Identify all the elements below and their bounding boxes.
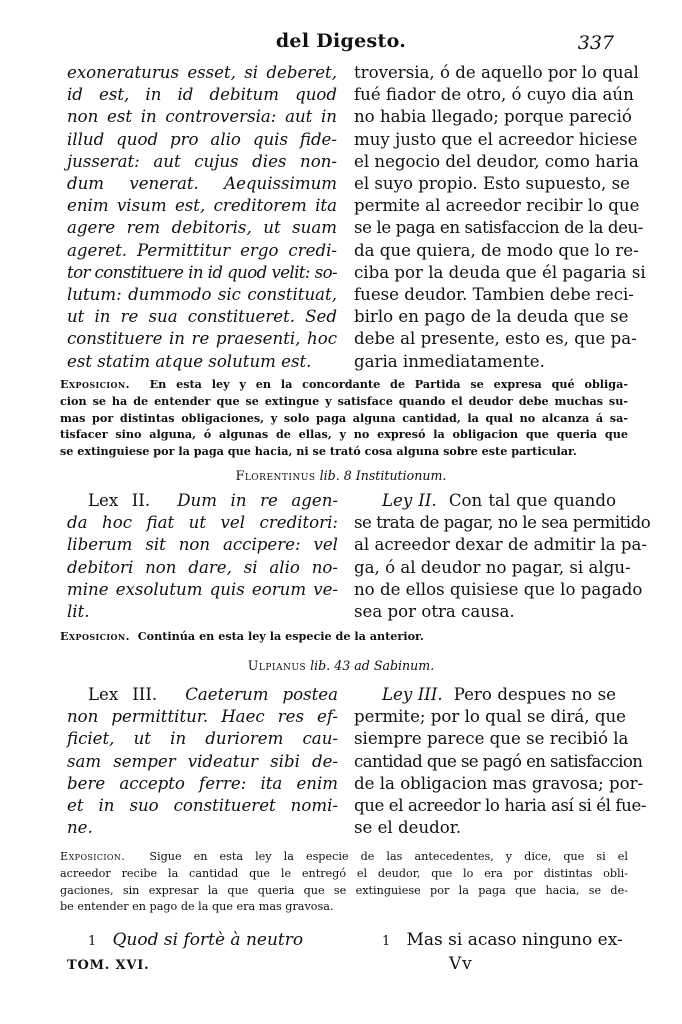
latin-line: ficiet, ut in duriorem cau- [67,729,338,749]
spanish-line: siempre parece que se recibió la [354,729,629,749]
attribution-author: Florentinus [235,468,316,483]
latin-column-lex2 [67,490,338,623]
attribution-author: Ulpianus [247,658,307,673]
latin-line: lutum: dummodo sic constituat, [67,285,337,305]
latin-line: dum venerat. Aequissimum [67,174,337,194]
exposicion-line [60,849,628,866]
latin-line: mine exsolutum quis eorum ve- [67,579,338,599]
latin-text: Quod si fortè à neutro [112,930,304,950]
exposicion-2 [60,628,628,645]
spanish-line: sea por otra causa. [354,602,515,622]
exposicion-text: Sigue en esta ley la especie de las antecedentes, y dice, que si el [149,850,628,863]
exposicion-line: mas por distintas obligaciones, y solo paga alguna cantidad, la qual no alcanza á sa- [60,410,628,425]
attribution-florentinus [0,468,682,483]
exposicion-label: Exposicion. [60,377,130,391]
latin-line: liberum sit non accipere: vel [67,535,338,555]
exposicion-line: tisfacer sino alguna, ó algunas de ellas, y no expresó la obligacion que queria que [60,427,628,442]
running-title: del Digesto. [275,30,407,52]
latin-next-paragraph [88,929,338,953]
latin-line [88,490,338,512]
spanish-line: ga, ó al deudor no pagar, si algu- [354,557,631,577]
latin-line: id est, in id debitum quod [67,85,337,105]
exposicion-1 [60,376,628,460]
spanish-column-section1 [354,62,646,373]
spanish-line: da que quiera, de modo que lo re- [354,240,639,260]
spanish-text: Pero despues no se [453,685,616,704]
page-header [0,30,682,58]
latin-line [88,684,338,706]
latin-line: sam semper videatur sibi de- [67,751,338,771]
exposicion-line: cion se ha de entender que se extingue y satisface quando el deudor debe muchas su- [60,393,628,408]
latin-line: agere rem debitoris, ut suam [67,218,337,238]
spanish-line [382,929,622,953]
lex-heading: Lex III. [88,685,158,704]
latin-line: lit. [67,602,90,622]
spanish-line: fué fiador de otro, ó cuyo dia aún [354,85,634,105]
exposicion-line: gaciones, sin expresar la que queria que se extinguiese por la paga que hacia, se de- [60,883,628,897]
spanish-line: al acreedor dexar de admitir la pa- [354,535,648,555]
attribution-ref: lib. 43 ad Sabinum. [310,658,435,673]
spanish-line: debe al presente, esto es, que pa- [354,329,637,349]
latin-line: ageret. Permittitur ergo credi- [67,240,337,260]
spanish-line: permite; por lo qual se dirá, que [354,707,626,727]
paragraph-number: 1 [382,934,391,949]
attribution-ref: lib. 8 Institutionum. [319,468,447,483]
spanish-line: cantidad que se pagó en satisfaccion [354,751,643,771]
latin-text: Dum in re agen- [177,491,338,510]
spanish-column-ley3 [354,684,647,839]
spanish-line: troversia, ó de aquello por lo qual [354,63,639,82]
spanish-text: Con tal que quando [448,491,616,510]
exposicion-text: En esta ley y en la concordante de Partida se expresa qué obliga- [149,377,628,391]
exposicion-line: be entender en pago de la que era mas gravosa. [60,900,334,914]
latin-line: est statim atque solutum est. [67,351,312,371]
spanish-line [382,684,616,706]
spanish-line: birlo en pago de la deuda que se [354,307,629,327]
ley-heading: Ley II. [382,491,437,510]
volume-mark: TOM. XVI. [67,958,150,973]
spanish-line: fuese deudor. Tambien debe reci- [354,285,634,305]
signature-mark: Vv [449,954,473,974]
lex-heading: Lex II. [88,491,151,510]
ley-heading: Ley III. [382,685,443,704]
latin-line: bere accepto ferre: ita enim [67,773,338,793]
exposicion-line: acreedor recibe la cantidad que le entregó el deudor, que lo era por distintas obli- [60,866,628,880]
paragraph-number: 1 [88,934,97,949]
spanish-text: Mas si acaso ninguno ex- [406,930,623,950]
exposicion-3 [60,849,628,916]
spanish-line: el suyo propio. Esto supuesto, se [354,174,630,194]
spanish-line: no habia llegado; porque pareció [354,107,632,127]
latin-line: exoneraturus esset, si deberet, [67,63,337,82]
latin-line: da hoc fiat ut vel creditori: [67,513,338,533]
spanish-line: ciba por la deuda que él pagaria si [354,262,646,282]
spanish-line: no de ellos quisiese que lo pagado [354,579,643,599]
spanish-line [382,490,616,512]
spanish-line: el negocio del deudor, como haria [354,151,639,171]
latin-line: ne. [67,818,93,838]
spanish-line: se trata de pagar, no le sea permitido [354,513,651,533]
spanish-line: se le paga en satisfaccion de la deu- [354,218,644,238]
latin-line: constituere in re praesenti, hoc [67,329,337,349]
spanish-line: de la obligacion mas gravosa; por- [354,773,644,793]
latin-line: illud quod pro alio quis fide- [67,129,337,149]
spanish-line: garia inmediatamente. [354,351,545,371]
latin-column-lex3 [67,684,338,839]
exposicion-text: Continúa en esta ley la especie de la anterior. [137,629,424,643]
latin-line [88,929,338,953]
attribution-ulpianus [0,658,682,673]
latin-line: debitori non dare, si alio no- [67,557,338,577]
latin-line: et in suo constitueret nomi- [67,796,338,816]
latin-line: enim visum est, creditorem ita [67,196,337,216]
latin-column-section1 [67,62,337,373]
spanish-line: muy justo que el acreedor hiciese [354,129,638,149]
latin-line: ut in re sua constitueret. Sed [67,307,337,327]
latin-line: non est in controversia: aut in [67,107,337,127]
latin-line: non permittitur. Haec res ef- [67,707,338,727]
exposicion-label: Exposicion. [60,850,126,863]
spanish-column-ley2 [354,490,651,623]
exposicion-label: Exposicion. [60,629,130,643]
spanish-next-paragraph [382,929,622,953]
latin-text: Caeterum postea [185,685,338,704]
latin-line: tor constituere in id quod velit: so- [67,262,337,282]
spanish-line: se el deudor. [354,818,462,838]
spanish-line: permite al acreedor recibir lo que [354,196,640,216]
exposicion-line [60,376,628,393]
spanish-line: que el acreedor lo haria así si él fue- [354,796,647,816]
exposicion-line: se extinguiese por la paga que hacia, ni se trató cosa alguna sobre este particular. [60,444,577,459]
latin-line: jusserat: aut cujus dies non- [67,151,337,171]
page-number: 337 [577,32,614,54]
